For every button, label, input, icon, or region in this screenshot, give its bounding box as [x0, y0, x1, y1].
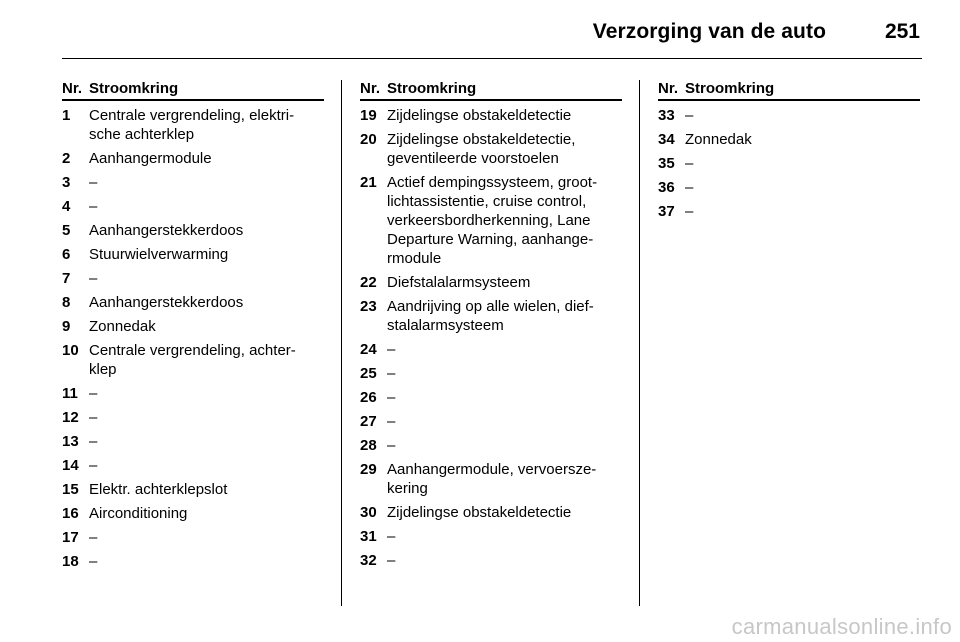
- fuse-table-column-3: [658, 80, 920, 221]
- fuse-circuit: Aanhangerstekkerdoos: [89, 222, 244, 239]
- table-row: [62, 245, 324, 264]
- fuse-circuit: –: [89, 270, 98, 287]
- table-row: [360, 527, 622, 546]
- fuse-circuit: –: [89, 385, 98, 402]
- fuse-number: 24: [360, 341, 377, 358]
- table-row: [658, 130, 920, 149]
- table-row: [658, 154, 920, 173]
- table-row: [360, 412, 622, 431]
- table-row: [62, 269, 324, 288]
- table-row: [62, 197, 324, 216]
- fuse-circuit: –: [387, 365, 396, 382]
- header-circuit: Stroomkring: [387, 80, 477, 97]
- fuse-circuit: Aanhangermodule, vervoersze- kering: [387, 461, 597, 497]
- fuse-number: 9: [62, 318, 71, 335]
- table-row: [62, 408, 324, 427]
- table-row: [62, 149, 324, 168]
- fuse-circuit: –: [89, 409, 98, 426]
- table-row: [360, 340, 622, 359]
- fuse-number: 34: [658, 131, 675, 148]
- fuse-number: 12: [62, 409, 79, 426]
- fuse-circuit: –: [387, 413, 396, 430]
- table-row: [62, 552, 324, 571]
- fuse-number: 3: [62, 174, 71, 191]
- table-row: [62, 173, 324, 192]
- table-row: [360, 273, 622, 292]
- fuse-circuit: Aanhangerstekkerdoos: [89, 294, 244, 311]
- fuse-circuit: –: [685, 155, 694, 172]
- fuse-number: 35: [658, 155, 675, 172]
- table-row: [360, 364, 622, 383]
- fuse-number: 22: [360, 274, 377, 291]
- fuse-circuit: –: [685, 203, 694, 220]
- table-row: [360, 130, 622, 168]
- fuse-circuit: Centrale vergrendeling, elektri- sche achterklep: [89, 107, 295, 143]
- table-row: [360, 173, 622, 268]
- fuse-circuit: Centrale vergrendeling, achter- klep: [89, 342, 296, 378]
- header-nr: Nr.: [62, 80, 83, 97]
- fuse-circuit: –: [89, 198, 98, 215]
- fuse-circuit: –: [89, 457, 98, 474]
- page-header: [62, 18, 922, 59]
- table-row: [62, 317, 324, 336]
- table-row: [62, 106, 324, 144]
- fuse-number: 19: [360, 107, 377, 124]
- table-row: [360, 388, 622, 407]
- table-row: [658, 106, 920, 125]
- fuse-circuit: Aanhangermodule: [89, 150, 212, 167]
- header-circuit: Stroomkring: [89, 80, 179, 97]
- fuse-circuit: –: [89, 433, 98, 450]
- fuse-circuit: –: [387, 389, 396, 406]
- header-circuit: Stroomkring: [685, 80, 775, 97]
- fuse-circuit: Zijdelingse obstakeldetectie: [387, 504, 572, 521]
- fuse-number: 25: [360, 365, 377, 382]
- fuse-number: 37: [658, 203, 675, 220]
- fuse-number: 31: [360, 528, 377, 545]
- fuse-number: 5: [62, 222, 71, 239]
- fuse-circuit: Zijdelingse obstakeldetectie, geventileerde voorstoelen: [387, 131, 576, 167]
- watermark: carmanualsonline.info: [731, 614, 952, 639]
- table-header: [360, 80, 622, 101]
- table-row: [360, 503, 622, 522]
- table-header: [658, 80, 920, 101]
- fuse-circuit: Elektr. achterklepslot: [89, 481, 228, 498]
- fuse-number: 29: [360, 461, 377, 478]
- fuse-number: 13: [62, 433, 79, 450]
- table-row: [62, 528, 324, 547]
- table-row: [62, 456, 324, 475]
- table-row: [62, 504, 324, 523]
- table-row: [360, 460, 622, 498]
- fuse-number: 28: [360, 437, 377, 454]
- fuse-number: 10: [62, 342, 79, 359]
- table-row: [62, 432, 324, 451]
- column-divider: [341, 80, 342, 606]
- fuse-number: 6: [62, 246, 71, 263]
- fuse-circuit: –: [89, 174, 98, 191]
- table-header: [62, 80, 324, 101]
- fuse-circuit: –: [685, 179, 694, 196]
- fuse-circuit: –: [387, 341, 396, 358]
- fuse-number: 32: [360, 552, 377, 569]
- fuse-number: 18: [62, 553, 79, 570]
- table-row: [658, 178, 920, 197]
- fuse-number: 26: [360, 389, 377, 406]
- fuse-circuit: Aandrijving op alle wielen, dief- stalalarmsysteem: [387, 298, 594, 334]
- fuse-number: 21: [360, 174, 377, 191]
- fuse-circuit: Actief dempingssysteem, groot- lichtassistentie, cruise control, verkeersbordherkenning, Lane Departure Warning, aanhange- rmodule: [387, 174, 598, 267]
- fuse-circuit: Diefstalalarmsysteem: [387, 274, 531, 291]
- fuse-circuit: Airconditioning: [89, 505, 188, 522]
- fuse-number: 8: [62, 294, 71, 311]
- fuse-table-column-1: [62, 80, 324, 571]
- fuse-number: 23: [360, 298, 377, 315]
- fuse-number: 14: [62, 457, 79, 474]
- fuse-number: 7: [62, 270, 71, 287]
- fuse-number: 17: [62, 529, 79, 546]
- table-row: [360, 551, 622, 570]
- fuse-circuit: –: [387, 437, 396, 454]
- fuse-number: 15: [62, 481, 79, 498]
- table-row: [658, 202, 920, 221]
- fuse-circuit: Zijdelingse obstakeldetectie: [387, 107, 572, 124]
- fuse-number: 27: [360, 413, 377, 430]
- fuse-number: 33: [658, 107, 675, 124]
- fuse-number: 36: [658, 179, 675, 196]
- table-row: [62, 221, 324, 240]
- fuse-number: 20: [360, 131, 377, 148]
- fuse-table-column-2: [360, 80, 622, 570]
- fuse-circuit: Zonnedak: [89, 318, 156, 335]
- table-row: [360, 106, 622, 125]
- table-row: [62, 480, 324, 499]
- fuse-number: 16: [62, 505, 79, 522]
- table-row: [360, 297, 622, 335]
- fuse-number: 30: [360, 504, 377, 521]
- page-title: Verzorging van de auto: [592, 20, 826, 43]
- fuse-circuit: Stuurwielverwarming: [89, 246, 229, 263]
- fuse-circuit: Zonnedak: [685, 131, 752, 148]
- fuse-number: 1: [62, 107, 71, 124]
- fuse-number: 4: [62, 198, 71, 215]
- fuse-circuit: –: [387, 528, 396, 545]
- fuse-circuit: –: [685, 107, 694, 124]
- fuse-circuit: –: [89, 529, 98, 546]
- header-nr: Nr.: [658, 80, 679, 97]
- table-row: [62, 341, 324, 379]
- table-row: [62, 293, 324, 312]
- table-row: [62, 384, 324, 403]
- fuse-number: 2: [62, 150, 71, 167]
- fuse-circuit: –: [89, 553, 98, 570]
- header-nr: Nr.: [360, 80, 381, 97]
- fuse-circuit: –: [387, 552, 396, 569]
- column-divider: [639, 80, 640, 606]
- page-number: 251: [884, 20, 920, 43]
- fuse-number: 11: [62, 385, 78, 402]
- table-row: [360, 436, 622, 455]
